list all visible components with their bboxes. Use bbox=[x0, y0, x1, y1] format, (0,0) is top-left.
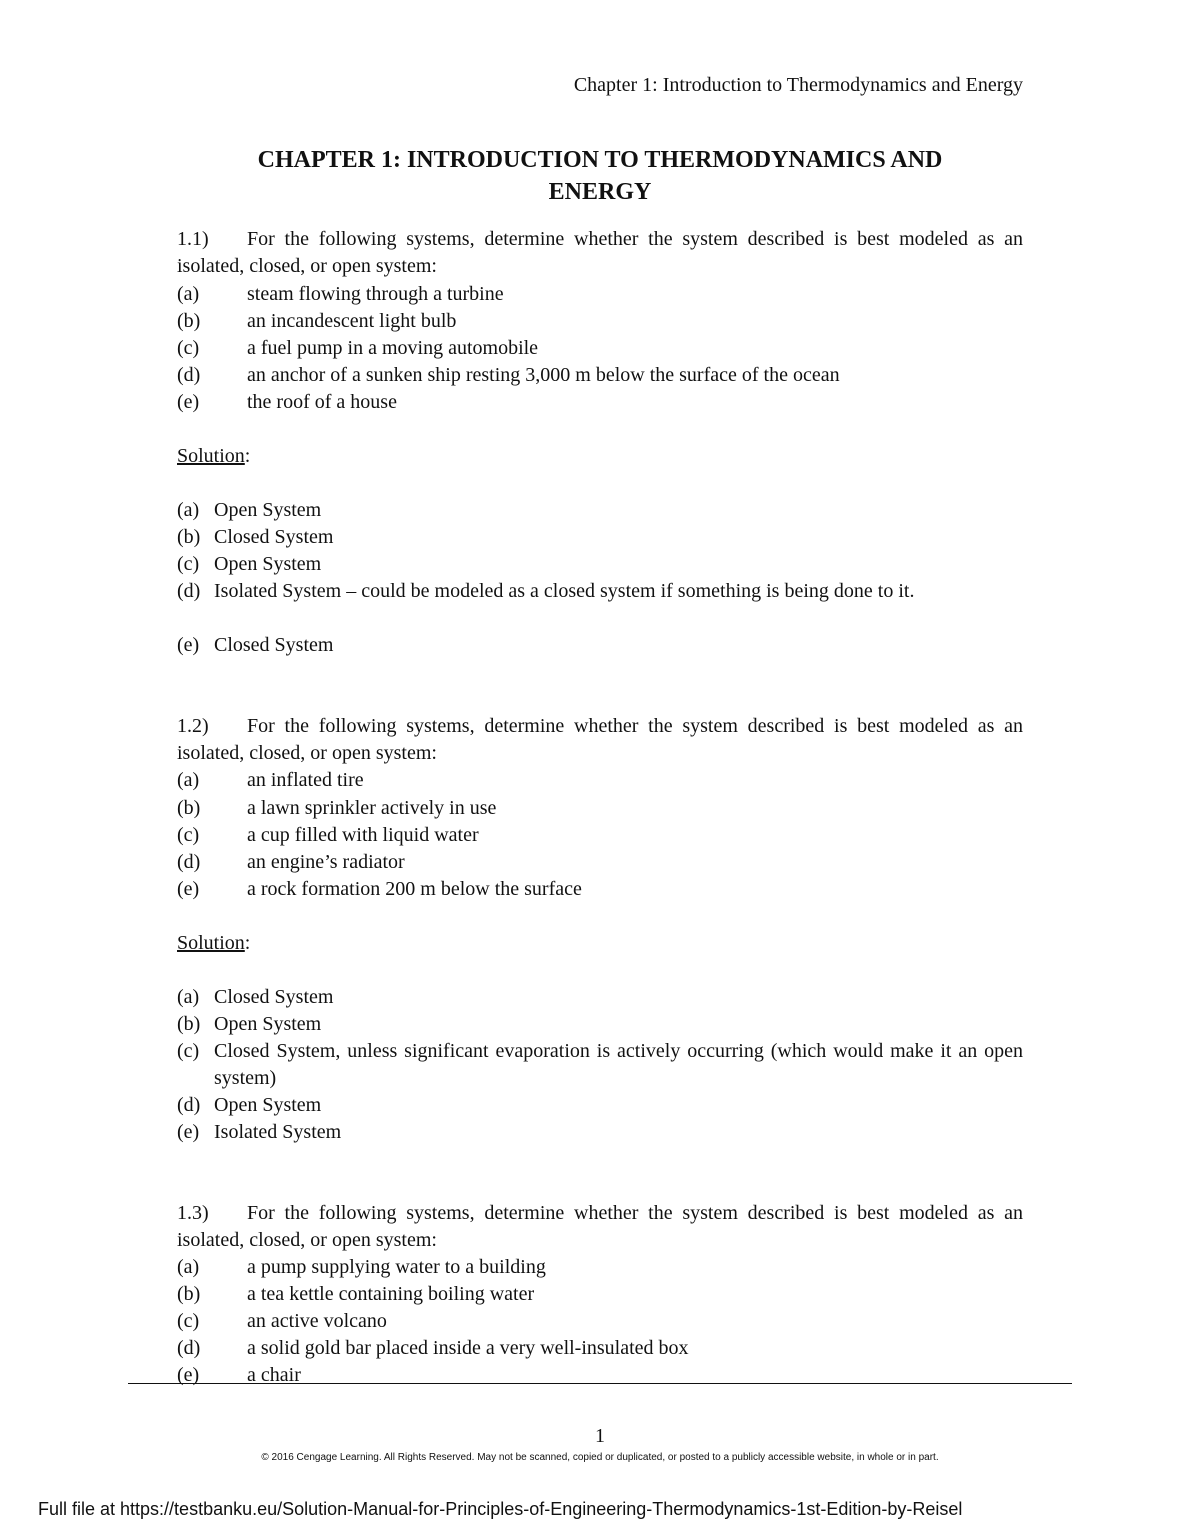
option-label: (e) bbox=[177, 391, 200, 413]
problem-1-1-solution-c bbox=[177, 551, 1023, 578]
problem-1-2-option-b bbox=[177, 795, 1023, 822]
option-label: (a) bbox=[177, 1256, 200, 1278]
problem-number: 1.1) bbox=[177, 228, 209, 250]
copyright-notice: © 2016 Cengage Learning. All Rights Reserved. May not be scanned, copied or duplicated, or posted to a publicly accessible website, in whole or in part. bbox=[261, 1452, 939, 1463]
solution-label: (d) bbox=[177, 1094, 201, 1116]
solution-text: Isolated System bbox=[214, 1121, 342, 1143]
problem-1-2-statement bbox=[177, 713, 1023, 767]
problem-1-3-option-a bbox=[177, 1254, 1023, 1281]
problem-1-2-option-a bbox=[177, 767, 1023, 794]
option-text: a fuel pump in a moving automobile bbox=[247, 337, 539, 359]
solution-heading-text: Solution bbox=[177, 932, 245, 954]
problem-text: For the following systems, determine whether the system described is best modeled as an isolated, closed, or open system: bbox=[177, 715, 1023, 764]
solution-text: Closed System bbox=[214, 634, 334, 656]
option-label: (e) bbox=[177, 1364, 200, 1386]
problem-text: For the following systems, determine whether the system described is best modeled as an isolated, closed, or open system: bbox=[177, 1202, 1023, 1251]
option-text: an anchor of a sunken ship resting 3,000 m below the surface of the ocean bbox=[247, 364, 840, 386]
problem-1-1-option-a bbox=[177, 281, 1023, 308]
solution-text: Open System bbox=[214, 1013, 322, 1035]
problem-1-2-solution-d bbox=[177, 1092, 1023, 1119]
solution-colon: : bbox=[244, 445, 251, 467]
running-header: Chapter 1: Introduction to Thermodynamics and Energy bbox=[573, 74, 1023, 96]
problem-1-1-option-b bbox=[177, 308, 1023, 335]
option-label: (d) bbox=[177, 364, 201, 386]
option-label: (c) bbox=[177, 1310, 200, 1332]
option-label: (b) bbox=[177, 1283, 201, 1305]
problem-1-3-option-c bbox=[177, 1308, 1023, 1335]
solution-colon: : bbox=[244, 932, 251, 954]
solution-text: Closed System bbox=[214, 526, 334, 548]
problem-1-2-solution-heading bbox=[177, 930, 250, 957]
problem-1-3-statement bbox=[177, 1200, 1023, 1254]
footer-rule bbox=[128, 1383, 1072, 1384]
option-text: an incandescent light bulb bbox=[247, 310, 457, 332]
option-label: (d) bbox=[177, 1337, 201, 1359]
solution-text: Isolated System – could be modeled as a closed system if something is being done to it. bbox=[214, 580, 915, 602]
solution-label: (c) bbox=[177, 553, 200, 575]
solution-label: (c) bbox=[177, 1040, 200, 1062]
solution-label: (b) bbox=[177, 526, 201, 548]
option-label: (a) bbox=[177, 283, 200, 305]
option-text: a rock formation 200 m below the surface bbox=[247, 878, 582, 900]
problem-1-1-solution-b bbox=[177, 524, 1023, 551]
option-label: (b) bbox=[177, 797, 201, 819]
option-label: (d) bbox=[177, 851, 201, 873]
solution-label: (a) bbox=[177, 499, 200, 521]
option-text: an engine’s radiator bbox=[247, 851, 405, 873]
solution-text: Open System bbox=[214, 1094, 322, 1116]
option-label: (a) bbox=[177, 769, 200, 791]
option-text: an inflated tire bbox=[247, 769, 364, 791]
solution-text: Closed System, unless significant evaporation is actively occurring (which would make it an open system) bbox=[214, 1040, 1023, 1089]
option-text: steam flowing through a turbine bbox=[247, 283, 504, 305]
problem-1-1-solution-a bbox=[177, 497, 1023, 524]
problem-text: For the following systems, determine whether the system described is best modeled as an isolated, closed, or open system: bbox=[177, 228, 1023, 277]
problem-1-1-statement bbox=[177, 226, 1023, 280]
source-link[interactable]: Full file at https://testbanku.eu/Solution-Manual-for-Principles-of-Engineering-Thermodynamics-1st-Edition-by-Reisel bbox=[38, 1499, 963, 1519]
option-label: (b) bbox=[177, 310, 201, 332]
problem-1-3-option-e bbox=[177, 1362, 1023, 1389]
problem-1-1-solution-e bbox=[177, 632, 1023, 659]
solution-label: (e) bbox=[177, 1121, 200, 1143]
option-text: a cup filled with liquid water bbox=[247, 824, 479, 846]
option-label: (e) bbox=[177, 878, 200, 900]
solution-label: (b) bbox=[177, 1013, 201, 1035]
solution-text: Open System bbox=[214, 553, 322, 575]
solution-text: Closed System bbox=[214, 986, 334, 1008]
option-label: (c) bbox=[177, 337, 200, 359]
problem-1-2-solution-b bbox=[177, 1011, 1023, 1038]
problem-1-3-option-d bbox=[177, 1335, 1023, 1362]
option-text: an active volcano bbox=[247, 1310, 387, 1332]
option-text: a pump supplying water to a building bbox=[247, 1256, 546, 1278]
solution-label: (a) bbox=[177, 986, 200, 1008]
problem-1-2-solution-a bbox=[177, 984, 1023, 1011]
problem-1-1-option-d bbox=[177, 362, 1023, 389]
problem-1-1-solution-heading bbox=[177, 443, 250, 470]
problem-1-2-option-c bbox=[177, 822, 1023, 849]
problem-1-2-option-e bbox=[177, 876, 1023, 903]
problem-1-1-option-e bbox=[177, 389, 1023, 416]
solution-label: (d) bbox=[177, 580, 201, 602]
chapter-title-line-2: ENERGY bbox=[548, 179, 652, 205]
solution-heading-text: Solution bbox=[177, 445, 245, 467]
solution-text: Open System bbox=[214, 499, 322, 521]
option-text: a tea kettle containing boiling water bbox=[247, 1283, 535, 1305]
option-text: a solid gold bar placed inside a very well-insulated box bbox=[247, 1337, 689, 1359]
problem-number: 1.2) bbox=[177, 715, 209, 737]
problem-number: 1.3) bbox=[177, 1202, 209, 1224]
chapter-title-line-1: CHAPTER 1: INTRODUCTION TO THERMODYNAMICS AND bbox=[257, 147, 943, 173]
problem-1-2-option-d bbox=[177, 849, 1023, 876]
problem-1-2-solution-c bbox=[177, 1038, 1023, 1092]
solution-label: (e) bbox=[177, 634, 200, 656]
chapter-title bbox=[177, 144, 1023, 208]
problem-1-1-solution-d bbox=[177, 578, 1023, 605]
option-text: the roof of a house bbox=[247, 391, 397, 413]
problem-1-1-option-c bbox=[177, 335, 1023, 362]
problem-1-3-option-b bbox=[177, 1281, 1023, 1308]
option-label: (c) bbox=[177, 824, 200, 846]
option-text: a lawn sprinkler actively in use bbox=[247, 797, 497, 819]
page-number: 1 bbox=[595, 1425, 605, 1447]
option-text: a chair bbox=[247, 1364, 301, 1386]
problem-1-2-solution-e bbox=[177, 1119, 1023, 1146]
